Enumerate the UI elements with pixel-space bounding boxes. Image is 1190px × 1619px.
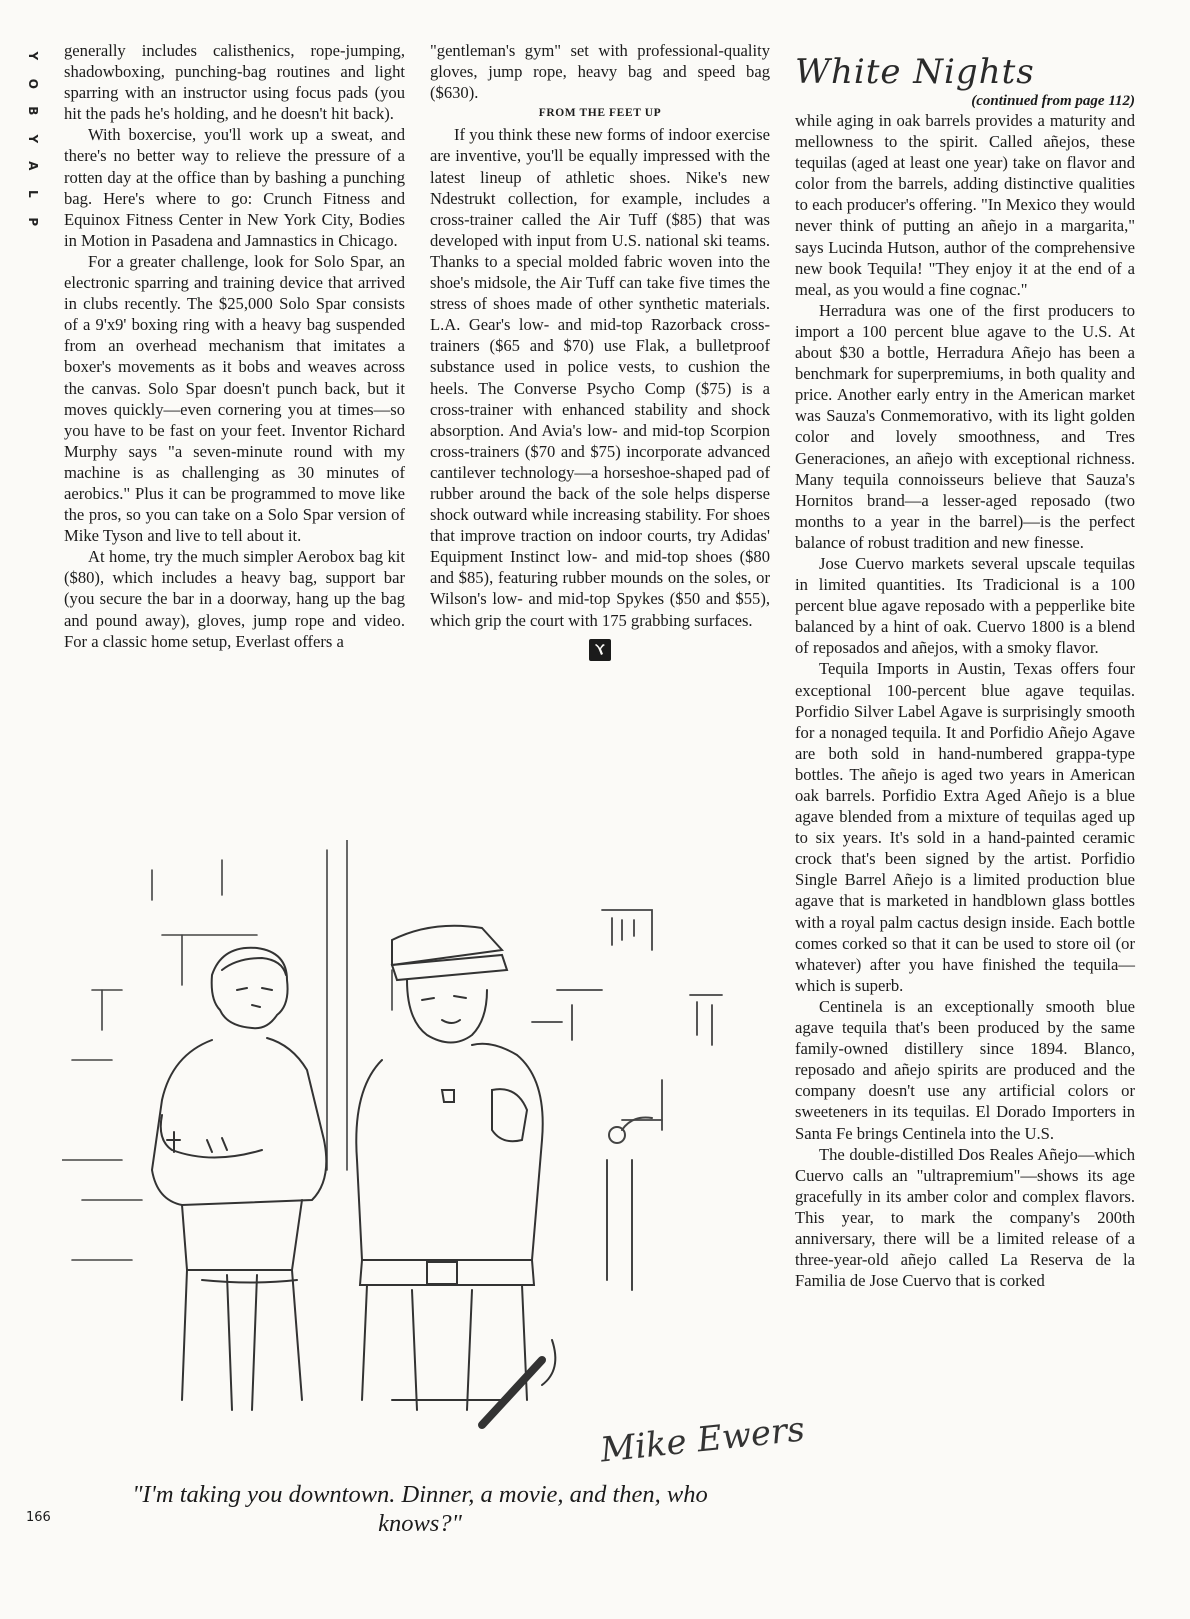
section-subhead: FROM THE FEET UP <box>538 107 662 120</box>
masthead-letter: Y <box>25 51 40 61</box>
page-number: 166 <box>26 1510 51 1525</box>
column-3 <box>795 52 1135 1291</box>
paragraph: For a greater challenge, look for Solo Spar, an electronic sparring and training device that arrived in clubs recently. The $25,000 Solo Spar consists of a 9'x9' boxing ring with a heavy bag suspended from an overhead mechanism that imitates a boxer's movements as it bobs and weaves across the canvas. Solo Spar doesn't punch back, but it moves quickly—even cornering you at times—so you have to be fast on your feet. Inventor Richard Murphy says "a seven-minute round with my machine is as challenging as 30 minutes of aerobics." Plus it can be programmed to move like the pros, so you can take on a Solo Spar version of Mike Tyson and live to tell about it. <box>64 251 405 546</box>
building-windows-drawing <box>532 910 722 1130</box>
policeman-figure-drawing <box>356 926 555 1425</box>
vertical-masthead <box>22 42 42 235</box>
brick-wall-drawing <box>62 840 392 1260</box>
artist-signature: Mike Ewers <box>598 1409 807 1471</box>
paragraph: The double-distilled Dos Reales Añejo—which Cuervo calls an "ultrapremium"—shows its age gracefully in its amber color and complex flavors. This year, to mark the company's 200th anniversary, there will be a limited release of a three-year-old añejo called La Reserva de la Familia de Jose Cuervo that is corked <box>795 1144 1135 1291</box>
masthead-letter: Y <box>25 134 40 143</box>
end-mark-icon <box>589 639 611 661</box>
paragraph: generally includes calisthenics, rope-jumping, shadowboxing, punching-bag routines and light sparring with an instructor using focus pads (you hit the pads he's holding, and he doesn't hit back). <box>64 41 405 124</box>
paragraph: If you think these new forms of indoor exercise are inventive, you'll be equally impressed with the latest lineup of athletic shoes. Nike's new Ndestrukt collection, for example, includes a cross-trainer called the Air Tuff ($85) that was developed with input from U.S. national ski teams. Thanks to a special molded fabric woven into the shoe's midsole, the Air Tuff can take five times the stress of shoes made of other synthetic materials. L.A. Gear's low- and mid-top Razorback cross-trainers ($65 and $70) use Flak, a bulletproof substance used in police vests, to cushion the heels. The Converse Psycho Comp ($75) is a cross-trainer with enhanced stability and shock absorption. And Avia's low- and mid-top Scorpion cross-trainers ($70 and $75) incorporate advanced cantilever technology—a horseshoe-shaped pad of rubber around the back of the sole helps disperse shock outward while increasing stability. For shoes that improve traction on indoor courts, try Adidas' Equipment Instinct low- and mid-top shoes ($80 and $85), featuring rubber mounds on the soles, or Wilson's low- and mid-top Spykes ($50 and $55), which grip the court with 175 grabbing surfaces. <box>430 125 770 630</box>
article-headline: White Nights <box>795 52 1035 92</box>
paragraph: At home, try the much simpler Aerobox bag kit ($80), which includes a heavy bag, support bar (you secure the bar in a doorway, hang up the bag and pound away), gloves, jump rope and video. For a classic home setup, Everlast offers a <box>64 547 405 651</box>
paragraph: Tequila Imports in Austin, Texas offers four exceptional 100-percent blue agave tequilas. Porfidio Silver Label Agave is surprisingly smooth for a nonaged tequila. It and Porfidio Añejo Agave are both sold in hand-numbered grappa-type bottles. The añejo is aged two years in American oak barrels. Porfidio Extra Aged Añejo is a blue agave blended from a mixture of tequilas aged up to six years. It's sold in a hand-painted ceramic crock that's been signed by the artist. Porfidio Single Barrel Añejo is a limited production blue agave that is marketed in handblown glass bottles with a royal palm cactus design inside. Each bottle comes corked so that it can be used to store oil (or whatever) after you have finished the tequila—which is superb. <box>795 659 1135 995</box>
masthead-letter: L <box>25 189 40 198</box>
masthead-letter: O <box>25 78 40 89</box>
continued-line: (continued from page 112) <box>971 93 1135 109</box>
paragraph: Herradura was one of the first producers to import a 100 percent blue agave to the U.S. At about $30 a bottle, Herradura Añejo has been a benchmark for superpremiums, in both quality and price. Another early entry in the American market was Sauza's Conmemorativo, with its light golden color and lovely smoothness, and Tres Generaciones, an añejo with exceptional richness. Many tequila connoisseurs believe that Sauza's Hornitos brand—a lesser-aged reposado (two months to a year in the barrel)—is the perfect balance of robust tradition and new finesse. <box>795 300 1135 552</box>
masthead-letter: B <box>25 106 40 116</box>
lamppost-drawing <box>607 1118 652 1291</box>
cartoon-caption: "I'm taking you downtown. Dinner, a movie, and then, who knows?" <box>132 1481 708 1537</box>
paragraph: "gentleman's gym" set with professional-quality gloves, jump rope, heavy bag and speed bag ($630). <box>430 41 770 103</box>
masthead-letter: P <box>25 216 40 226</box>
masthead-letter: A <box>25 161 40 171</box>
paragraph: With boxercise, you'll work up a sweat, and there's no better way to relieve the pressure of a rotten day at the office than by bashing a punching bag. Here's where to go: Crunch Fitness and Equinox Fitness Center in New York City, Bodies in Motion in Pasadena and Jamnastics in Chicago. <box>64 125 405 250</box>
paragraph: while aging in oak barrels provides a maturity and mellowness to the spirit. Called añejos, these tequilas (aged at least one year) take on flavor and color from the barrels, adding distinctive qualities to each producer's offering. "In Mexico they would never think of putting an añejo in a margarita," says Lucinda Hutson, author of the comprehensive new book Tequila! "They enjoy it at the end of a meal, as you would a fine cognac." <box>795 111 1135 299</box>
column-2 <box>430 40 770 661</box>
cartoon-illustration <box>62 840 772 1460</box>
paragraph: Centinela is an exceptionally smooth blue agave tequila that's been produced by the same family-owned distillery since 1894. Blanco, reposado and añejo spirits are produced and the company doesn't use any artificial colors or sweeteners in its tequilas. El Dorado Importers in Santa Fe brings Centinela into the U.S. <box>795 996 1135 1143</box>
paragraph: Jose Cuervo markets several upscale tequilas in limited quantities. Its Tradicional is a 100 percent blue agave reposado with a pepperlike bite balanced by a hint of oak. Cuervo 1800 is a blend of reposados and añejos, with a smoky flavor. <box>795 553 1135 658</box>
prisoner-figure-drawing <box>152 948 326 1410</box>
column-1 <box>64 40 405 652</box>
